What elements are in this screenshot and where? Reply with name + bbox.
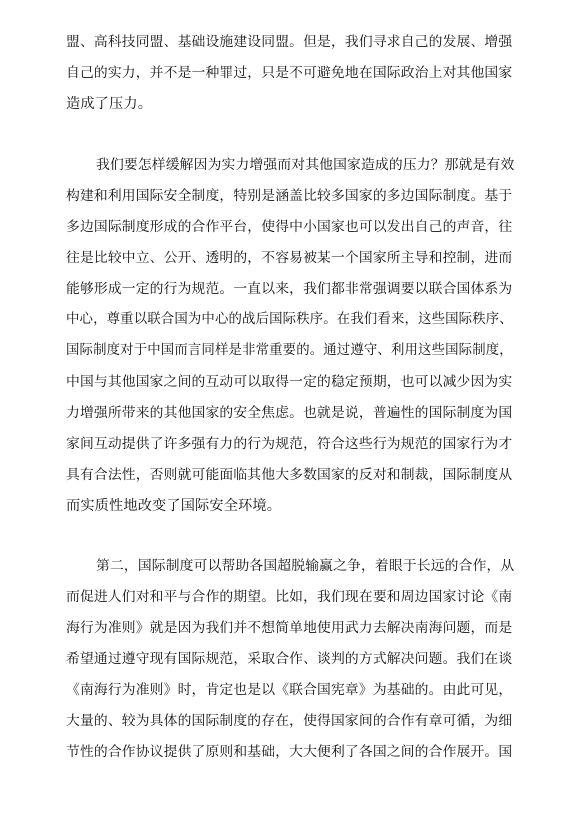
paragraph-2-line-3: 多边国际制度形成的合作平台，使得中小国家也可以发出自己的声音，往 bbox=[66, 219, 513, 235]
paragraph-3-line-5: 《南海行为准则》时，肯定也是以《联合国宪章》为基础的。由此可见， bbox=[66, 682, 513, 698]
paragraph-3-line-2: 而促进人们对和平与合作的期望。比如，我们现在要和周边国家讨论《南 bbox=[66, 589, 513, 605]
paragraph-2-line-5: 能够形成一定的行为规范。一直以来，我们都非常强调要以联合国体系为 bbox=[66, 281, 513, 297]
paragraph-2-line-12: 而实质性地改变了国际安全环境。 bbox=[66, 498, 282, 514]
paragraph-2-line-9: 力增强所带来的其他国家的安全焦虑。也就是说，普遍性的国际制度为国 bbox=[66, 405, 513, 421]
paragraph-1-line-1: 盟、高科技同盟、基础设施建设同盟。但是，我们寻求自己的发展、增强 bbox=[66, 34, 513, 50]
paragraph-2-line-1: 我们要怎样缓解因为实力增强而对其他国家造成的压力？那就是有效 bbox=[96, 157, 515, 173]
paragraph-1-line-2: 自己的实力，并不是一种罪过，只是不可避免地在国际政治上对其他国家 bbox=[66, 65, 513, 81]
paragraph-3-line-7: 节性的合作协议提供了原则和基础，大大便利了各国之间的合作展开。国 bbox=[66, 744, 513, 760]
paragraph-3-line-3: 海行为准则》就是因为我们并不想简单地使用武力去解决南海问题，而是 bbox=[66, 620, 513, 636]
paragraph-2-line-8: 中国与其他国家之间的互动可以取得一定的稳定预期，也可以减少因为实 bbox=[66, 374, 513, 390]
paragraph-2-line-4: 往是比较中立、公开、透明的，不容易被某一个国家所主导和控制，进而 bbox=[66, 250, 513, 266]
paragraph-2-line-6: 中心，尊重以联合国为中心的战后国际秩序。在我们看来，这些国际秩序、 bbox=[66, 312, 513, 327]
paragraph-2-line-10: 家间互动提供了许多强有力的行为规范，符合这些行为规范的国家行为才 bbox=[66, 436, 513, 452]
paragraph-3-line-4: 希望通过遵守现有国际规范，采取合作、谈判的方式解决问题。我们在谈 bbox=[66, 651, 513, 667]
paragraph-1-line-3: 造成了压力。 bbox=[66, 96, 153, 112]
paragraph-3-line-1: 第二，国际制度可以帮助各国超脱输赢之争，着眼于长远的合作，从 bbox=[96, 558, 515, 574]
paragraph-2-line-7: 国际制度对于中国而言同样是非常重要的。通过遵守、利用这些国际制度， bbox=[66, 343, 513, 358]
paragraph-2-line-11: 具有合法性，否则就可能面临其他大多数国家的反对和制裁，国际制度从 bbox=[66, 467, 513, 483]
paragraph-3-line-6: 大量的、较为具体的国际制度的存在，使得国家间的合作有章可循，为细 bbox=[66, 713, 513, 729]
paragraph-2-line-2: 构建和利用国际安全制度，特别是涵盖比较多国家的多边国际制度。基于 bbox=[66, 188, 513, 204]
